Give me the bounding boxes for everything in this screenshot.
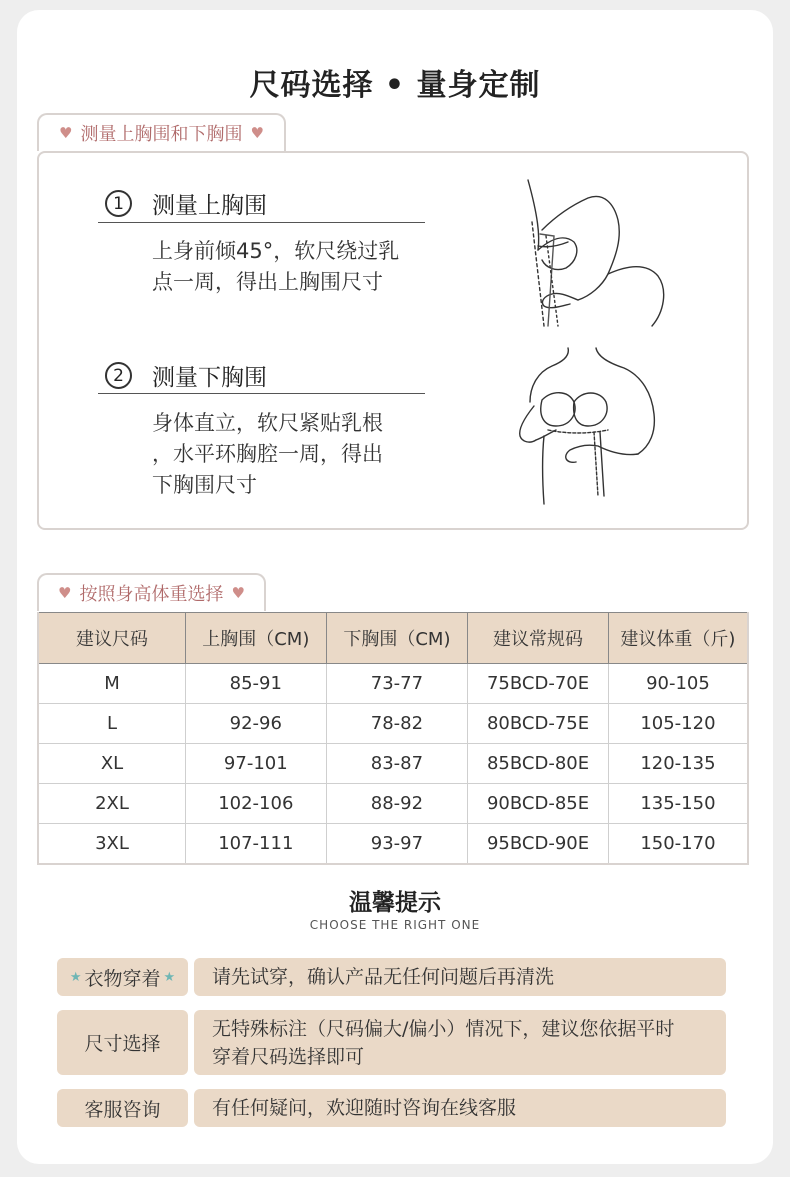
step-1-number: 1 bbox=[105, 190, 132, 217]
table-cell: 3XL bbox=[38, 824, 186, 865]
table-cell: M bbox=[38, 664, 186, 704]
step-2-desc-line: ，水平环胸腔一周，得出 bbox=[152, 442, 383, 466]
tip-label-text: 客服咨询 bbox=[84, 1098, 161, 1121]
table-cell: 85-91 bbox=[186, 664, 327, 704]
step-2-desc-line: 身体直立，软尺紧贴乳根 bbox=[152, 411, 383, 435]
table-row bbox=[38, 744, 748, 784]
star-icon: ★ bbox=[69, 969, 82, 985]
step-1-desc-line: 上身前倾45°，软尺绕过乳 bbox=[152, 239, 400, 263]
table-header: 建议尺码 bbox=[38, 613, 186, 664]
table-cell: 92-96 bbox=[186, 704, 327, 744]
table-cell: 90-105 bbox=[608, 664, 748, 704]
tip-label-text: 衣物穿着 bbox=[84, 967, 161, 990]
step-2-title: 测量下胸围 bbox=[152, 365, 267, 391]
page-title: 尺码选择 • 量身定制 bbox=[249, 68, 541, 103]
table-cell: 97-101 bbox=[186, 744, 327, 784]
table-row bbox=[38, 824, 748, 865]
table-cell: L bbox=[38, 704, 186, 744]
table-cell: 120-135 bbox=[608, 744, 748, 784]
table-cell: 93-97 bbox=[326, 824, 468, 865]
table-cell: 73-77 bbox=[326, 664, 468, 704]
table-cell: 102-106 bbox=[186, 784, 327, 824]
step-2-heading bbox=[105, 359, 267, 392]
star-icon: ★ bbox=[163, 969, 176, 985]
tip-label-clothing bbox=[57, 958, 188, 996]
table-cell: 80BCD-75E bbox=[468, 704, 609, 744]
step-1-heading bbox=[105, 187, 267, 220]
step-1-description bbox=[152, 236, 442, 298]
table-cell: 78-82 bbox=[326, 704, 468, 744]
table-header-row bbox=[38, 613, 748, 664]
step-1-title: 测量上胸围 bbox=[152, 193, 267, 219]
table-cell: 85BCD-80E bbox=[468, 744, 609, 784]
upper-bust-measure-illustration bbox=[518, 176, 678, 332]
table-cell: 90BCD-85E bbox=[468, 784, 609, 824]
table-cell: 88-92 bbox=[326, 784, 468, 824]
table-cell: 95BCD-90E bbox=[468, 824, 609, 865]
table-header: 建议体重（斤) bbox=[608, 613, 748, 664]
tip-text-line: 请先试穿，确认产品无任何问题后再清洗 bbox=[212, 966, 555, 988]
heart-icon: ♥ bbox=[58, 584, 72, 602]
size-tab-label: 按照身高体重选择 bbox=[79, 584, 224, 605]
step-1-divider bbox=[98, 222, 425, 223]
table-cell: 150-170 bbox=[608, 824, 748, 865]
table-row bbox=[38, 784, 748, 824]
table-cell: 105-120 bbox=[608, 704, 748, 744]
tip-text-clothing bbox=[194, 958, 726, 996]
table-cell: XL bbox=[38, 744, 186, 784]
tip-text-line: 穿着尺码选择即可 bbox=[212, 1045, 365, 1068]
tip-label-service bbox=[57, 1089, 188, 1127]
step-2-desc-line: 下胸围尺寸 bbox=[152, 473, 257, 497]
table-header: 下胸围（CM) bbox=[326, 613, 468, 664]
table-header: 建议常规码 bbox=[468, 613, 609, 664]
table-cell: 2XL bbox=[38, 784, 186, 824]
table-row bbox=[38, 704, 748, 744]
measure-tab-label: 测量上胸围和下胸围 bbox=[80, 124, 243, 145]
tips-subtitle: CHOOSE THE RIGHT ONE bbox=[309, 918, 481, 932]
tip-label-text: 尺寸选择 bbox=[84, 1033, 161, 1055]
size-chart-table bbox=[37, 612, 749, 865]
step-2-number: 2 bbox=[105, 362, 132, 389]
tip-text-line: 有任何疑问，欢迎随时咨询在线客服 bbox=[212, 1097, 517, 1119]
heart-icon: ♥ bbox=[59, 124, 73, 142]
tip-text-line: 无特殊标注（尺码偏大/偏小）情况下，建议您依据平时 bbox=[212, 1017, 675, 1040]
tips-title: 温馨提示 bbox=[349, 890, 441, 916]
table-cell: 135-150 bbox=[608, 784, 748, 824]
step-2-divider bbox=[98, 393, 425, 394]
step-1-desc-line: 点一周，得出上胸围尺寸 bbox=[152, 270, 383, 294]
table-cell: 107-111 bbox=[186, 824, 327, 865]
tip-label-size bbox=[57, 1010, 188, 1075]
heart-icon: ♥ bbox=[231, 584, 245, 602]
tip-text-size bbox=[194, 1010, 726, 1075]
table-cell: 83-87 bbox=[326, 744, 468, 784]
table-cell: 75BCD-70E bbox=[468, 664, 609, 704]
heart-icon: ♥ bbox=[250, 124, 264, 142]
size-section-tab bbox=[37, 573, 266, 611]
table-row bbox=[38, 664, 748, 704]
tip-text-service bbox=[194, 1089, 726, 1127]
step-2-description bbox=[152, 408, 442, 501]
table-header: 上胸围（CM) bbox=[186, 613, 327, 664]
measure-section-tab bbox=[37, 113, 286, 151]
under-bust-measure-illustration bbox=[512, 346, 672, 506]
